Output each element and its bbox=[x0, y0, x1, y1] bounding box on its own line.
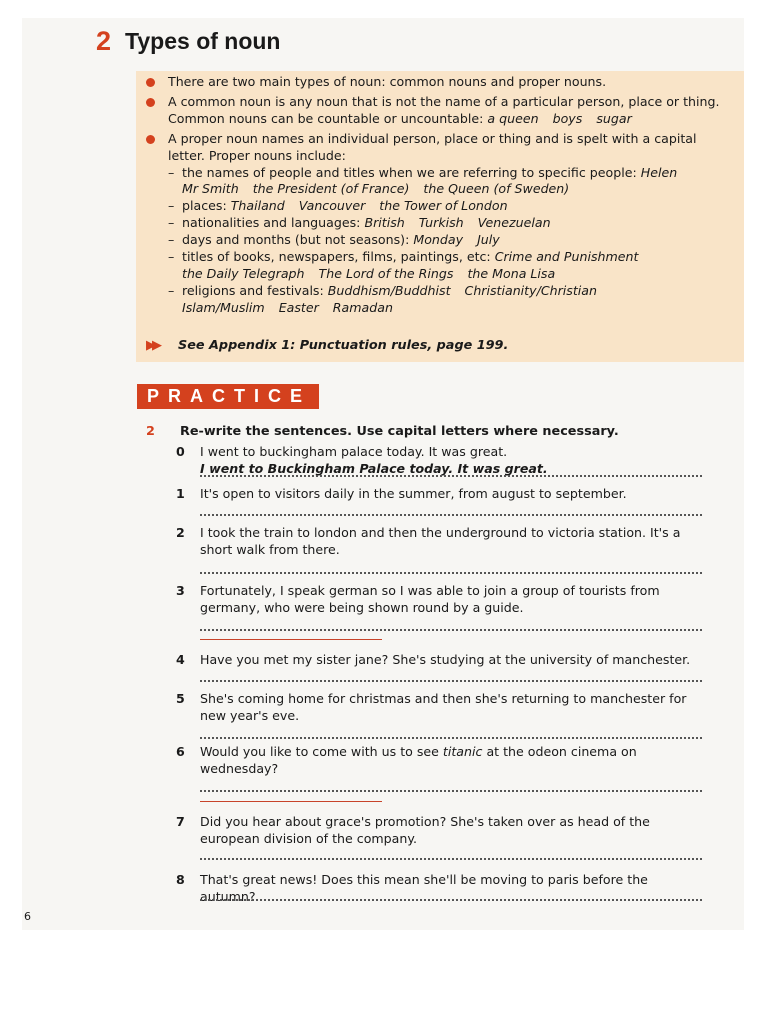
item-number: 6 bbox=[176, 744, 185, 759]
example: a queen bbox=[487, 110, 539, 126]
example: Christianity/Christian bbox=[464, 282, 597, 298]
item-sentence-line-1: Fortunately, I speak german so I was able to join a group of tourists from bbox=[200, 583, 660, 598]
sub-rule-people: – the names of people and titles when we are referring to specific people: Helen bbox=[168, 164, 678, 180]
item-sentence-line-2: new year's eve. bbox=[200, 707, 300, 723]
example: the Mona Lisa bbox=[467, 265, 556, 281]
example: Buddhism/Buddhist bbox=[327, 282, 451, 298]
appendix-reference bbox=[146, 338, 508, 353]
answer-line-8[interactable] bbox=[200, 899, 702, 901]
answer-line-2[interactable] bbox=[200, 572, 702, 574]
item-answer: I went to Buckingham Palace today. It was great. bbox=[200, 460, 548, 476]
example: Crime and Punishment bbox=[494, 249, 639, 265]
example: the Daily Telegraph bbox=[182, 265, 305, 281]
item-number: 0 bbox=[176, 444, 185, 459]
item-sentence-line-1: She's coming home for christmas and then she's returning to manchester for bbox=[200, 691, 687, 706]
item-number: 8 bbox=[176, 872, 185, 887]
answer-line-5[interactable] bbox=[200, 737, 702, 739]
example: Monday bbox=[413, 232, 464, 248]
item-sentence-line-1: Would you like to come with us to see titanic at the odeon cinema on bbox=[200, 744, 637, 759]
film-title: titanic bbox=[442, 744, 483, 759]
example: Helen bbox=[640, 164, 678, 180]
unit-title: Types of noun bbox=[125, 28, 281, 54]
sub-rule-titles: – titles of books, newspapers, films, paintings, etc: Crime and Punishment bbox=[168, 249, 639, 265]
example: British bbox=[364, 215, 405, 231]
exercise-item-7 bbox=[176, 814, 706, 848]
answer-line-1[interactable] bbox=[200, 514, 702, 516]
answer-line-3[interactable] bbox=[200, 629, 702, 631]
example: the Queen (of Sweden) bbox=[423, 181, 570, 197]
rule-bullet-1: There are two main types of noun: common nouns and proper nouns. bbox=[146, 74, 726, 91]
example: sugar bbox=[596, 110, 632, 126]
exercise-item-0 bbox=[176, 444, 706, 478]
item-sentence: That's great news! Does this mean she'll be moving to paris before the autumn? bbox=[200, 872, 648, 904]
item-number: 5 bbox=[176, 691, 185, 706]
unit-number: 2 bbox=[96, 26, 112, 56]
example: the President (of France) bbox=[252, 181, 410, 197]
item-sentence-line-2: germany, who were being shown round by a guide. bbox=[200, 599, 524, 615]
sub-rule-religions: – religions and festivals: Buddhism/Buddhist Christianity/Christian bbox=[168, 282, 597, 298]
answer-line-6[interactable] bbox=[200, 790, 702, 792]
item-sentence-line-2: short walk from there. bbox=[200, 541, 340, 557]
practice-banner: PRACTICE bbox=[137, 384, 319, 409]
item-sentence: I went to buckingham palace today. It was great. bbox=[200, 444, 508, 459]
example: Thailand bbox=[230, 198, 285, 214]
example: Ramadan bbox=[332, 299, 393, 315]
exercise-item-5 bbox=[176, 691, 706, 725]
example: Vancouver bbox=[298, 198, 366, 214]
sub-rule-days-months: – days and months (but not seasons): Monday July bbox=[168, 232, 500, 248]
item-number: 7 bbox=[176, 814, 185, 829]
exercise-heading bbox=[146, 424, 619, 439]
example: Turkish bbox=[418, 215, 464, 231]
exercise-number: 2 bbox=[146, 424, 155, 439]
appendix-link-text: See Appendix 1: Punctuation rules, page 199. bbox=[178, 338, 509, 353]
page-number: 6 bbox=[24, 910, 31, 923]
sub-rule-titles-examples bbox=[146, 266, 726, 283]
exercise-item-3 bbox=[176, 583, 706, 617]
example: Easter bbox=[278, 299, 319, 315]
double-arrow-icon: ▶▶ bbox=[146, 338, 158, 353]
example: July bbox=[477, 232, 500, 248]
sub-rule-people-examples bbox=[146, 181, 726, 198]
example: Islam/Muslim bbox=[182, 299, 265, 315]
exercise-item-2 bbox=[176, 525, 706, 559]
sub-rule-nationalities: – nationalities and languages: British Turkish Venezuelan bbox=[168, 215, 551, 231]
exercise-item-6 bbox=[176, 744, 706, 778]
item-sentence-line-1: Did you hear about grace's promotion? She's taken over as head of the bbox=[200, 814, 650, 829]
bullet-dot-icon bbox=[146, 78, 155, 87]
example: The Lord of the Rings bbox=[318, 265, 454, 281]
answer-line-0[interactable] bbox=[200, 475, 702, 477]
rule-bullet-2: A common noun is any noun that is not the name of a particular person, place or thing. Common nouns can be countable or uncountable: a queen boys sugar bbox=[146, 94, 726, 128]
grammar-rules bbox=[146, 74, 726, 317]
bullet-dot-icon bbox=[146, 98, 155, 107]
unit-heading bbox=[96, 26, 280, 57]
sub-rule-places: – places: Thailand Vancouver the Tower of London bbox=[168, 198, 508, 214]
exercise-instruction: Re-write the sentences. Use capital letters where necessary. bbox=[180, 424, 619, 439]
example: boys bbox=[552, 110, 583, 126]
item-number: 1 bbox=[176, 486, 185, 501]
item-sentence: Have you met my sister jane? She's studying at the university of manchester. bbox=[200, 652, 691, 667]
section-divider bbox=[200, 639, 382, 640]
rule-bullet-3: A proper noun names an individual person, place or thing and is spelt with a capital letter. Proper nouns include: bbox=[146, 131, 726, 165]
bullet-dot-icon bbox=[146, 135, 155, 144]
exercise-item-1 bbox=[176, 486, 706, 503]
item-number: 4 bbox=[176, 652, 185, 667]
item-number: 3 bbox=[176, 583, 185, 598]
item-number: 2 bbox=[176, 525, 185, 540]
answer-line-4[interactable] bbox=[200, 680, 702, 682]
example: the Tower of London bbox=[379, 198, 508, 214]
exercise-item-4 bbox=[176, 652, 706, 669]
answer-line-7[interactable] bbox=[200, 858, 702, 860]
sub-rule-religions-examples bbox=[146, 300, 726, 317]
item-sentence: It's open to visitors daily in the summer, from august to september. bbox=[200, 486, 627, 501]
example: Mr Smith bbox=[182, 181, 239, 197]
item-sentence-line-1: I took the train to london and then the underground to victoria station. It's a bbox=[200, 525, 681, 540]
example: Venezuelan bbox=[477, 215, 551, 231]
section-divider bbox=[200, 801, 382, 802]
item-sentence-line-2: wednesday? bbox=[200, 760, 279, 776]
item-sentence-line-2: european division of the company. bbox=[200, 830, 418, 846]
